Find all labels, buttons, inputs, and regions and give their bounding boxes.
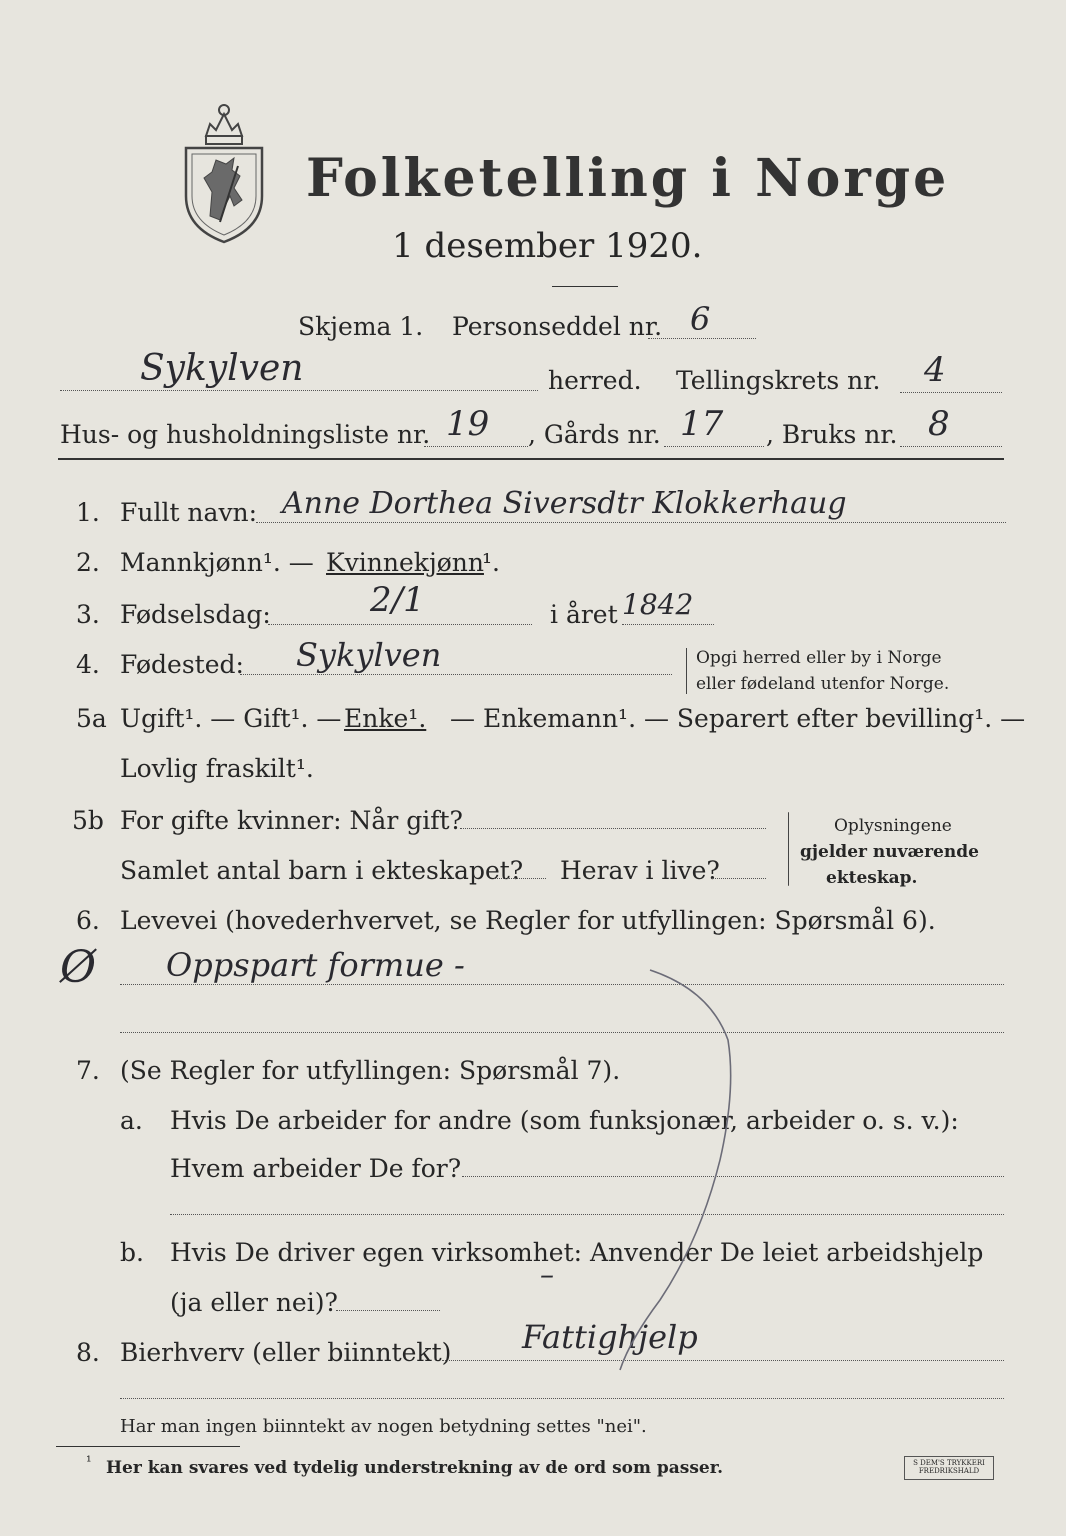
footnote-number: ¹ <box>86 1454 92 1470</box>
q5a-pre: Ugift¹. — Gift¹. — <box>120 704 342 733</box>
q5b-note-1: Oplysningene <box>834 816 952 836</box>
form-title: Folketelling i Norge <box>306 148 950 209</box>
birthdate-value[interactable]: 2/1 <box>370 580 425 620</box>
q3-number: 3. <box>76 600 100 629</box>
q7a-label2: Hvem arbeider De for? <box>170 1154 462 1183</box>
tellingskrets-label: Tellingskrets nr. <box>676 366 881 395</box>
full-name-value[interactable]: Anne Dorthea Siversdtr Klokkerhaug <box>282 486 847 521</box>
q7b-number: b. <box>120 1238 144 1267</box>
q5a-post: — Enkemann¹. — Separert efter bevilling¹. — <box>450 704 1026 733</box>
coat-of-arms-icon <box>176 96 272 246</box>
personseddel-label: Personseddel nr. <box>452 312 663 341</box>
q5a-line2: Lovlig fraskilt¹. <box>120 754 314 783</box>
q6-number: 6. <box>76 906 100 935</box>
footnote-rule <box>56 1446 240 1447</box>
q5b-note-2: gjelder nuværende <box>800 842 979 862</box>
gards-value[interactable]: 17 <box>680 404 724 444</box>
bruks-label: , Bruks nr. <box>766 420 898 449</box>
skjema-label: Skjema 1. <box>298 312 424 341</box>
q2-male: Mannkjønn¹. — <box>120 548 314 577</box>
q4-number: 4. <box>76 650 100 679</box>
q6-label: Levevei (hovederhvervet, se Regler for utfyllingen: Spørsmål 6). <box>120 906 936 935</box>
tellingskrets-value[interactable]: 4 <box>924 350 946 390</box>
pencil-stroke <box>540 960 760 1380</box>
herred-value[interactable]: Sykylven <box>140 348 304 389</box>
birth-year-value[interactable]: 1842 <box>622 588 694 621</box>
printer-stamp: S DEM'S TRYKKERI FREDRIKSHALD <box>904 1456 994 1480</box>
q8-number: 8. <box>76 1338 100 1367</box>
q5b-label1: For gifte kvinner: Når gift? <box>120 806 463 835</box>
q7a-label: Hvis De arbeider for andre (som funksjonær, arbeider o. s. v.): <box>170 1106 959 1135</box>
q7-label: (Se Regler for utfyllingen: Spørsmål 7). <box>120 1056 621 1085</box>
q7b-label: Hvis De driver egen virksomhet: Anvender De leiet arbeidshjelp <box>170 1238 984 1267</box>
husliste-value[interactable]: 19 <box>446 404 490 444</box>
q7b-value[interactable]: – <box>540 1258 554 1291</box>
q1-label: Fullt navn: <box>120 498 258 527</box>
q4-note-1: Opgi herred eller by i Norge <box>696 648 942 668</box>
q1-number: 1. <box>76 498 100 527</box>
bruks-value[interactable]: 8 <box>928 404 950 444</box>
q2-female-underlined[interactable]: Kvinnekjønn <box>326 548 484 577</box>
footnote-text: Her kan svares ved tydelig understrekning av de ord som passer. <box>106 1458 724 1478</box>
header-rule <box>58 458 1004 460</box>
q7-number: 7. <box>76 1056 100 1085</box>
birthplace-value[interactable]: Sykylven <box>296 636 442 674</box>
census-date: 1 desember 1920. <box>392 226 703 266</box>
footer-note: Har man ingen biinntekt av nogen betydning settes "nei". <box>120 1416 647 1437</box>
gards-label: , Gårds nr. <box>528 420 661 449</box>
q5b-label2: Samlet antal barn i ekteskapet? <box>120 856 524 885</box>
personseddel-value[interactable]: 6 <box>690 300 711 338</box>
side-income-value[interactable]: Fattighjelp <box>522 1318 698 1356</box>
q3-year-label: i året <box>550 600 618 629</box>
q5b-number: 5b <box>72 806 104 835</box>
q7a-number: a. <box>120 1106 143 1135</box>
q5b-note-3: ekteskap. <box>826 868 918 888</box>
q4-label: Fødested: <box>120 650 244 679</box>
q6-margin-mark: Ø <box>60 942 97 993</box>
q2-number: 2. <box>76 548 100 577</box>
q5a-enke-underlined[interactable]: Enke¹. <box>344 704 427 733</box>
q2-female-sup: ¹. <box>482 548 500 577</box>
herred-label: herred. <box>548 366 642 395</box>
q7b-label2: (ja eller nei)? <box>170 1288 338 1317</box>
q8-label: Bierhverv (eller biinntekt) <box>120 1338 452 1367</box>
husliste-label: Hus- og husholdningsliste nr. <box>60 420 431 449</box>
q5b-label3: Herav i live? <box>560 856 720 885</box>
title-divider <box>552 286 618 287</box>
q5a-number: 5a <box>76 704 107 733</box>
q4-note-2: eller fødeland utenfor Norge. <box>696 674 950 694</box>
q3-label: Fødselsdag: <box>120 600 271 629</box>
occupation-value[interactable]: Oppspart formue - <box>166 946 465 984</box>
